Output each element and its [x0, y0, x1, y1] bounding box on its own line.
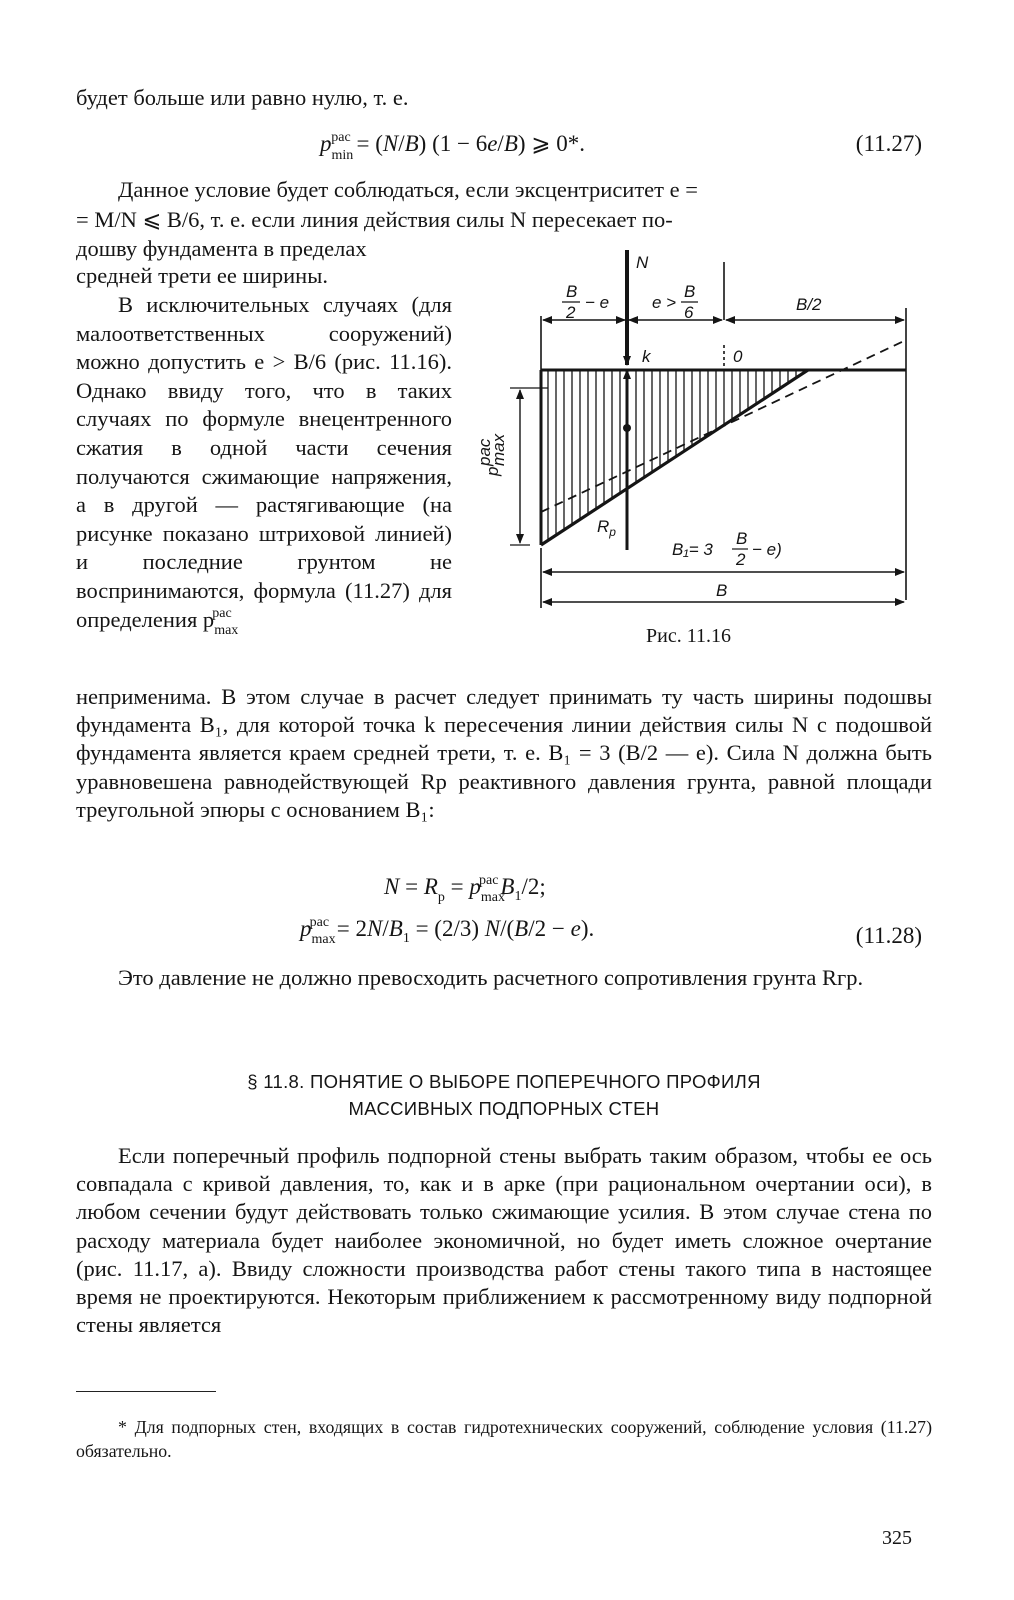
svg-text:p: p — [483, 466, 502, 476]
label-n: N — [636, 253, 649, 272]
paragraph-line: средней трети ее ширины. — [76, 263, 328, 288]
paragraph: Если поперечный профиль подпорной стены выбрать таким образом, чтобы ее ось совпадала с кривой давления, то, как и в арке (при рациональном очертании оси), в любом сечении будут действовать только сжимающие усилия. В этом случае стена по расходу материала будет наиболее экономичной, но будет иметь сложное очертание (рис. 11.17, а). Ввиду сложности производства работ стены такого типа в настоящее время не проектируются. Некоторым приближением к рассмотренному виду подпорной стены является — [76, 1143, 932, 1338]
label-b2e-tail: − e — [585, 293, 610, 312]
svg-text:рас: рас — [475, 438, 494, 466]
label-b1-den: 2 — [736, 550, 746, 569]
svg-text:max: max — [489, 433, 508, 466]
label-egt-num: B — [684, 282, 696, 301]
diagram-hypotenuse — [541, 370, 808, 545]
paragraph-line: Данное условие будет соблюдаться, если эксцентриситет e = — [118, 177, 698, 202]
label-pmax — [475, 433, 508, 477]
footnote-rule — [76, 1391, 216, 1392]
label-k: k — [642, 347, 651, 366]
formula-11-28: $p_{max}^{рас} = 2N/B_1 = (2/3) N/(B/2 - e)$. — [300, 915, 595, 947]
narrow-paragraph: В исключительных случаях (для малоответственных сооружений) можно допустить e > B/6 (рис. 11.16). Однако ввиду того, что в таких случаях по формуле внецентренного сжатия в одной части сечения получаются сжимающие напряжения, а в другой — растягивающие (на рисунке показано штриховой линией) и последние грунтом не воспринимаются, формула (11.27) для определения $p_{max}^{рас}$ — [76, 292, 452, 638]
text-line: будет больше или равно нулю, т. е. — [76, 85, 409, 110]
paragraph: Это давление не должно превосходить расчетного сопротивления грунта Rгр. — [118, 965, 864, 990]
label-b2e-den: 2 — [566, 303, 576, 322]
equation-number: (11.27) — [855, 131, 922, 156]
label-rp: $R_p$ — [597, 517, 616, 539]
label-zero: 0 — [733, 347, 743, 366]
label-b1-tail: − e) — [752, 540, 782, 559]
paragraph-line: дошву фундамента в пределах — [76, 236, 367, 261]
rp-point — [623, 424, 631, 432]
page-number: 325 — [882, 1527, 912, 1549]
footnote: * Для подпорных стен, входящих в состав гидротехнических сооружений, соблюдение условия (11.27) обязательно. — [76, 1417, 932, 1461]
formula-n-equals-rp: $N = R_p = p_{max}^{рас}B_1/2$; — [384, 873, 546, 905]
label-e-gt: e > — [652, 293, 677, 312]
section-heading: § 11.8. ПОНЯТИЕ О ВЫБОРЕ ПОПЕРЕЧНОГО ПРОФИЛЯ — [247, 1071, 761, 1092]
section-heading: МАССИВНЫХ ПОДПОРНЫХ СТЕН — [348, 1098, 660, 1119]
label-b2e-num: B — [566, 282, 578, 301]
paragraph-line: = M/N ⩽ B/6, т. е. если линия действия силы N пересекает по- — [76, 207, 673, 232]
paragraph: неприменима. В этом случае в расчет следует принимать ту часть ширины подошвы фундамента B₁, для которой точка k пересечения линии действия силы N с подошвой фундамента является краем средней трети, т. е. B₁ = 3 (B/2 — e). Сила N должна быть уравновешена равнодействующей Rр реактивного давления грунта, равной площади треугольной эпюры с основанием B₁: — [76, 684, 932, 822]
equation-number: (11.28) — [855, 923, 922, 948]
label-egt-den: 6 — [684, 303, 694, 322]
label-b: B — [716, 581, 728, 600]
label-b1: B₁= 3 — [672, 540, 713, 559]
formula-11-27: $p_{min}^{рас} = (N/B) (1 - 6e/B)$ ⩾ 0*. — [320, 130, 586, 163]
label-b-half: B/2 — [796, 295, 822, 314]
figure-11-16 — [470, 240, 930, 620]
figure-caption: Рис. 11.16 — [646, 625, 731, 647]
label-b1-num: B — [736, 529, 748, 548]
